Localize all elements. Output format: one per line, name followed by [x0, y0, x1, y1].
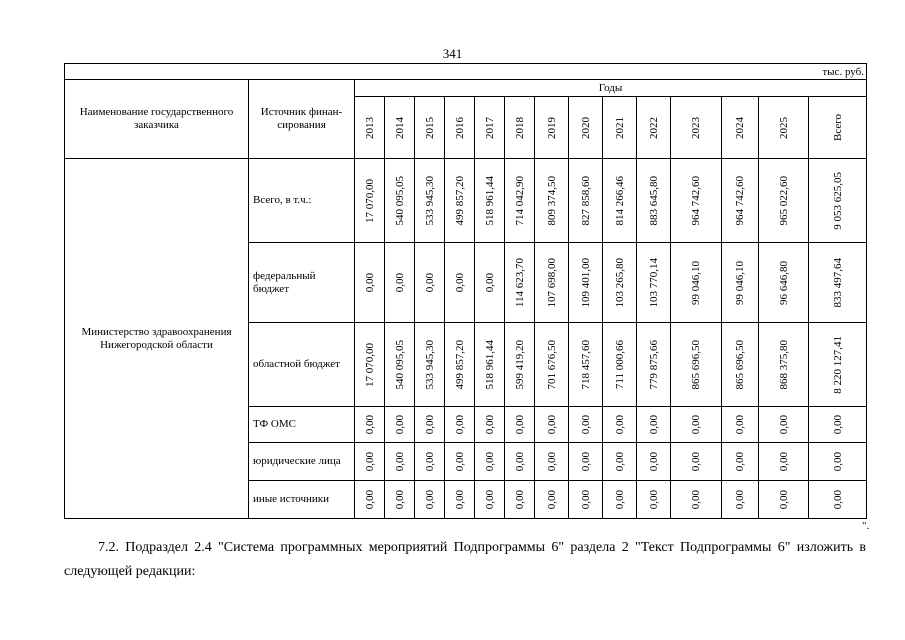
value-cell: 0,00 [759, 443, 809, 481]
value-cell: 0,00 [415, 481, 445, 519]
closing-quote: ". [862, 520, 870, 532]
source-label: Всего, в т.ч.: [249, 159, 355, 243]
value-cell: 0,00 [759, 407, 809, 443]
value-cell: 107 698,00 [535, 243, 569, 323]
value-cell: 0,00 [603, 481, 637, 519]
value-cell: 0,00 [385, 407, 415, 443]
value-cell: 0,00 [475, 407, 505, 443]
year-header-5: 2018 [505, 97, 535, 159]
value-cell: 0,00 [385, 243, 415, 323]
value-cell: 0,00 [355, 481, 385, 519]
value-cell: 883 645,80 [637, 159, 671, 243]
value-cell: 0,00 [535, 443, 569, 481]
value-cell: 865 696,50 [671, 323, 722, 407]
value-cell: 0,00 [415, 243, 445, 323]
year-header-10: 2023 [671, 97, 722, 159]
value-cell: 0,00 [569, 443, 603, 481]
value-cell: 533 945,30 [415, 323, 445, 407]
value-cell: 0,00 [671, 407, 722, 443]
value-cell: 868 375,80 [759, 323, 809, 407]
year-header-4: 2017 [475, 97, 505, 159]
value-cell: 0,00 [671, 481, 722, 519]
value-cell: 0,00 [569, 407, 603, 443]
value-cell: 865 696,50 [722, 323, 759, 407]
value-cell: 0,00 [603, 443, 637, 481]
value-cell: 0,00 [671, 443, 722, 481]
value-cell: 0,00 [385, 481, 415, 519]
value-cell: 0,00 [475, 481, 505, 519]
value-cell: 711 000,66 [603, 323, 637, 407]
value-cell: 518 961,44 [475, 323, 505, 407]
value-cell: 499 857,20 [445, 159, 475, 243]
value-cell: 0,00 [355, 243, 385, 323]
value-cell: 0,00 [505, 443, 535, 481]
value-cell: 814 266,46 [603, 159, 637, 243]
value-cell: 0,00 [722, 443, 759, 481]
year-header-1: 2014 [385, 97, 415, 159]
value-cell: 965 022,60 [759, 159, 809, 243]
value-cell: 779 875,66 [637, 323, 671, 407]
value-cell: 833 497,64 [809, 243, 867, 323]
value-cell: 0,00 [445, 243, 475, 323]
value-cell: 0,00 [535, 407, 569, 443]
source-label: федеральный бюджет [249, 243, 355, 323]
value-cell: 0,00 [637, 407, 671, 443]
value-cell: 9 053 625,05 [809, 159, 867, 243]
header-years: Годы [355, 80, 867, 97]
value-cell: 518 961,44 [475, 159, 505, 243]
value-cell: 499 857,20 [445, 323, 475, 407]
value-cell: 99 046,10 [722, 243, 759, 323]
year-header-0: 2013 [355, 97, 385, 159]
value-cell: 0,00 [569, 481, 603, 519]
customer-name: Министерство здравоохранения Нижегородской области [65, 159, 249, 519]
year-header-12: 2025 [759, 97, 809, 159]
year-header-8: 2021 [603, 97, 637, 159]
value-cell: 599 419,20 [505, 323, 535, 407]
value-cell: 103 770,14 [637, 243, 671, 323]
value-cell: 827 858,60 [569, 159, 603, 243]
value-cell: 103 265,80 [603, 243, 637, 323]
value-cell: 96 646,80 [759, 243, 809, 323]
value-cell: 0,00 [415, 443, 445, 481]
value-cell: 0,00 [475, 443, 505, 481]
value-cell: 964 742,60 [671, 159, 722, 243]
value-cell: 0,00 [722, 407, 759, 443]
source-label: иные источники [249, 481, 355, 519]
value-cell: 0,00 [445, 443, 475, 481]
value-cell: 0,00 [385, 443, 415, 481]
value-cell: 0,00 [505, 481, 535, 519]
value-cell: 17 070,00 [355, 159, 385, 243]
value-cell: 0,00 [355, 407, 385, 443]
header-customer: Наименование государственного заказчика [65, 80, 249, 159]
value-cell: 0,00 [355, 443, 385, 481]
value-cell: 0,00 [475, 243, 505, 323]
value-cell: 0,00 [637, 481, 671, 519]
source-label: областной бюджет [249, 323, 355, 407]
instruction-paragraph: 7.2. Подраздел 2.4 "Система программных мероприятий Подпрограммы 6" раздела 2 "Текст Подпрограммы 6" изложить в следующей редакции: [64, 540, 866, 579]
year-header-2: 2015 [415, 97, 445, 159]
year-header-3: 2016 [445, 97, 475, 159]
year-header-11: 2024 [722, 97, 759, 159]
value-cell: 0,00 [535, 481, 569, 519]
value-cell: 540 095,05 [385, 159, 415, 243]
value-cell: 0,00 [809, 407, 867, 443]
value-cell: 17 070,00 [355, 323, 385, 407]
year-header-9: 2022 [637, 97, 671, 159]
value-cell: 0,00 [445, 481, 475, 519]
value-cell: 540 095,05 [385, 323, 415, 407]
value-cell: 8 220 127,41 [809, 323, 867, 407]
value-cell: 0,00 [445, 407, 475, 443]
value-cell: 114 623,70 [505, 243, 535, 323]
value-cell: 701 676,50 [535, 323, 569, 407]
value-cell: 964 742,60 [722, 159, 759, 243]
value-cell: 533 945,30 [415, 159, 445, 243]
value-cell: 0,00 [722, 481, 759, 519]
value-cell: 0,00 [637, 443, 671, 481]
year-header-13: Всего [809, 97, 867, 159]
value-cell: 109 401,00 [569, 243, 603, 323]
header-source: Источник финан-сирования [249, 80, 355, 159]
financing-table [64, 63, 867, 519]
value-cell: 0,00 [505, 407, 535, 443]
value-cell: 0,00 [603, 407, 637, 443]
table-row [65, 159, 867, 243]
value-cell: 714 042,90 [505, 159, 535, 243]
value-cell: 0,00 [809, 481, 867, 519]
source-label: юридические лица [249, 443, 355, 481]
year-header-7: 2020 [569, 97, 603, 159]
value-cell: 718 457,60 [569, 323, 603, 407]
units-label: тыс. руб. [65, 64, 867, 80]
value-cell: 0,00 [809, 443, 867, 481]
value-cell: 0,00 [759, 481, 809, 519]
page-number: 341 [442, 46, 463, 61]
value-cell: 0,00 [415, 407, 445, 443]
value-cell: 99 046,10 [671, 243, 722, 323]
value-cell: 809 374,50 [535, 159, 569, 243]
source-label: ТФ ОМС [249, 407, 355, 443]
year-header-6: 2019 [535, 97, 569, 159]
